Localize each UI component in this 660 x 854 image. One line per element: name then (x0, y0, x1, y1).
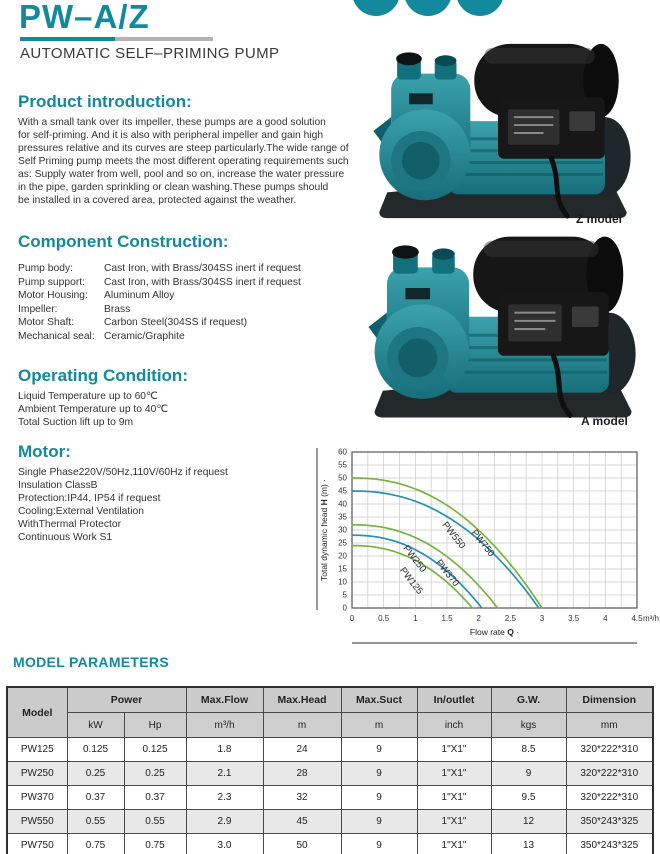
table-cell: PW550 (7, 810, 67, 834)
a-model-caption: A model (581, 414, 628, 428)
svg-text:Flow rate Q ·: Flow rate Q · (469, 627, 520, 637)
motor-line: Insulation ClassB (18, 480, 98, 491)
table-cell: 0.25 (124, 762, 186, 786)
table-cell: 1"X1" (417, 762, 491, 786)
table-cell: 9.5 (491, 786, 566, 810)
component-label: Mechanical seal: (18, 330, 95, 342)
table-cell: 1"X1" (417, 834, 491, 854)
section-heading-model-parameters: MODEL PARAMETERS (13, 654, 169, 670)
operating-line: Liquid Temperature up to 60℃ (18, 391, 158, 402)
column-header: Model (7, 687, 67, 738)
column-header: In/outlet (417, 687, 491, 713)
table-cell: PW250 (7, 762, 67, 786)
component-value: Aluminum Alloy (104, 290, 175, 301)
table-cell: 8.5 (491, 738, 566, 762)
motor-line: WithThermal Protector (18, 519, 121, 530)
component-label: Impeller: (18, 303, 58, 315)
table-cell: PW370 (7, 786, 67, 810)
table-cell: 1"X1" (417, 810, 491, 834)
table-row (7, 810, 653, 834)
table-cell: 2.1 (186, 762, 263, 786)
column-header: Max.Head (263, 687, 341, 713)
motor-line: Single Phase220V/50Hz,110V/60Hz if request (18, 467, 228, 478)
column-unit: m (341, 713, 417, 738)
column-header: Power (67, 687, 186, 713)
component-row (18, 303, 301, 317)
table-cell: PW750 (7, 834, 67, 854)
table-cell: 0.125 (124, 738, 186, 762)
table-cell: 0.37 (124, 786, 186, 810)
model-parameters-table (6, 686, 654, 854)
svg-text:m³/h: m³/h (643, 614, 659, 623)
table-cell: 0.75 (124, 834, 186, 854)
table-row (7, 834, 653, 854)
table-cell: 1.8 (186, 738, 263, 762)
table-cell: 0.55 (67, 810, 124, 834)
section-heading-product-introduction: Product introduction: (18, 92, 192, 111)
component-value: Brass (104, 303, 131, 315)
table-cell: 3.0 (186, 834, 263, 854)
page-title: PW–A/Z (19, 0, 150, 35)
svg-text:1.5: 1.5 (441, 614, 453, 623)
component-value: Cast Iron, with Brass/304SS inert if request (104, 263, 301, 274)
svg-text:PW125: PW125 (397, 565, 425, 597)
component-label: Motor Housing: (18, 290, 88, 301)
operating-line: Total Suction lift up to 9m (18, 417, 134, 428)
table-cell: 1"X1" (417, 738, 491, 762)
section-heading-component-construction: Component Construction: (18, 232, 229, 251)
svg-text:3.5: 3.5 (568, 614, 580, 623)
product-introduction-text (18, 116, 349, 207)
component-value: Ceramic/Graphite (104, 330, 185, 342)
svg-text:25: 25 (338, 538, 347, 548)
table-row (7, 762, 653, 786)
page-subtitle: AUTOMATIC SELF–PRIMING PUMP (20, 45, 280, 62)
table-cell: 9 (341, 738, 417, 762)
column-header: G.W. (491, 687, 566, 713)
column-header: Dimension (566, 687, 653, 713)
motor-line: Protection:IP44, IP54 if request (18, 493, 161, 504)
brand-circle-icon (352, 0, 400, 16)
table-cell: 12 (491, 810, 566, 834)
table-cell: 0.25 (67, 762, 124, 786)
svg-text:3: 3 (539, 614, 545, 623)
table-cell: 1"X1" (417, 786, 491, 810)
svg-text:PW250: PW250 (400, 543, 429, 575)
component-row (18, 289, 301, 303)
table-cell: 45 (263, 810, 341, 834)
svg-text:60: 60 (338, 447, 347, 457)
svg-text:50: 50 (338, 473, 347, 483)
table-cell: 320*222*310 (566, 738, 653, 762)
table-cell: 350*243*325 (566, 834, 653, 854)
svg-text:PW750: PW750 (468, 527, 497, 559)
table-cell: 350*243*325 (566, 810, 653, 834)
table-cell: 2.3 (186, 786, 263, 810)
svg-text:30: 30 (338, 525, 347, 535)
motor-spec-list (18, 466, 228, 544)
svg-text:2: 2 (476, 614, 481, 623)
intro-line: in the pipe, garden sprinkling or clean washing.These pumps should (18, 182, 329, 193)
table-cell: 0.75 (67, 834, 124, 854)
svg-text:0: 0 (349, 614, 355, 623)
section-heading-motor: Motor: (18, 442, 71, 461)
column-unit: inch (417, 713, 491, 738)
component-value: Carbon Steel(304SS if request) (104, 317, 248, 328)
table-cell: 9 (341, 762, 417, 786)
svg-text:35: 35 (338, 512, 347, 522)
pump-photo-a-model (352, 228, 650, 424)
svg-text:4: 4 (603, 614, 608, 623)
component-row (18, 330, 301, 344)
table-cell: 0.125 (67, 738, 124, 762)
component-row (18, 276, 301, 290)
brand-circle-icon (456, 0, 504, 16)
motor-line: Cooling:External Ventilation (18, 506, 144, 517)
svg-text:PW550: PW550 (439, 519, 468, 552)
z-model-caption: Z model (576, 212, 623, 226)
svg-text:45: 45 (338, 486, 347, 496)
component-label: Motor Shaft: (18, 317, 75, 328)
column-unit: m (263, 713, 341, 738)
table-cell: 320*222*310 (566, 762, 653, 786)
table-cell: 32 (263, 786, 341, 810)
svg-text:2.5: 2.5 (504, 614, 516, 623)
table-row (7, 786, 653, 810)
component-label: Pump body: (18, 263, 73, 274)
svg-text:0.5: 0.5 (378, 614, 390, 623)
intro-line: pressures relative and its curves are steep particularly.The wide range of (18, 143, 349, 154)
intro-line: as: Supply water from well, pool and so on, increase the water pressure (18, 169, 345, 180)
table-cell: 13 (491, 834, 566, 854)
table-cell: 9 (491, 762, 566, 786)
svg-text:4.5: 4.5 (631, 614, 643, 623)
component-row (18, 262, 301, 276)
intro-line: Self Priming pump meets the most different operating requirements such (18, 156, 349, 167)
svg-text:20: 20 (338, 551, 347, 561)
intro-line: With a small tank over its impeller, these pumps are a good solution (18, 117, 326, 128)
table-cell: 0.37 (67, 786, 124, 810)
column-header: Max.Suct (341, 687, 417, 713)
svg-text:5: 5 (342, 590, 347, 600)
intro-line: for self-priming. And it is also with peripheral impeller and gain high (18, 130, 324, 141)
title-underline (20, 37, 213, 41)
table-cell: 24 (263, 738, 341, 762)
column-unit: mm (566, 713, 653, 738)
column-unit: kW (67, 713, 124, 738)
operating-condition-list (18, 390, 168, 429)
component-value: Cast Iron, with Brass/304SS inert if request (104, 276, 301, 288)
component-label: Pump support: (18, 276, 85, 288)
table-cell: 9 (341, 810, 417, 834)
component-list (18, 262, 301, 343)
svg-text:Total dynamic head H (m) ·: Total dynamic head H (m) · (319, 478, 329, 582)
pump-photo-z-model (356, 36, 646, 224)
column-unit: Hp (124, 713, 186, 738)
table-cell: 2.9 (186, 810, 263, 834)
table-cell: 9 (341, 834, 417, 854)
column-header: Max.Flow (186, 687, 263, 713)
operating-line: Ambient Temperature up to 40℃ (18, 404, 168, 415)
table-row (7, 738, 653, 762)
component-row (18, 316, 301, 330)
table-cell: 0.55 (124, 810, 186, 834)
svg-text:40: 40 (338, 499, 347, 509)
table-cell: 28 (263, 762, 341, 786)
section-heading-operating-condition: Operating Condition: (18, 366, 188, 385)
svg-text:1: 1 (413, 614, 418, 623)
motor-line: Continuous Work S1 (18, 532, 113, 543)
table-cell: 50 (263, 834, 341, 854)
svg-text:0: 0 (342, 603, 347, 613)
svg-text:55: 55 (338, 460, 347, 470)
svg-text:15: 15 (338, 564, 347, 574)
brand-circle-icon (404, 0, 452, 16)
intro-line: be installed in a covered area, protected against the weather. (18, 195, 297, 206)
svg-text:PW370: PW370 (433, 557, 462, 589)
table-cell: PW125 (7, 738, 67, 762)
table-cell: 320*222*310 (566, 786, 653, 810)
svg-text:10: 10 (338, 577, 347, 587)
column-unit: m³/h (186, 713, 263, 738)
table-cell: 9 (341, 786, 417, 810)
performance-chart (316, 438, 660, 650)
column-unit: kgs (491, 713, 566, 738)
